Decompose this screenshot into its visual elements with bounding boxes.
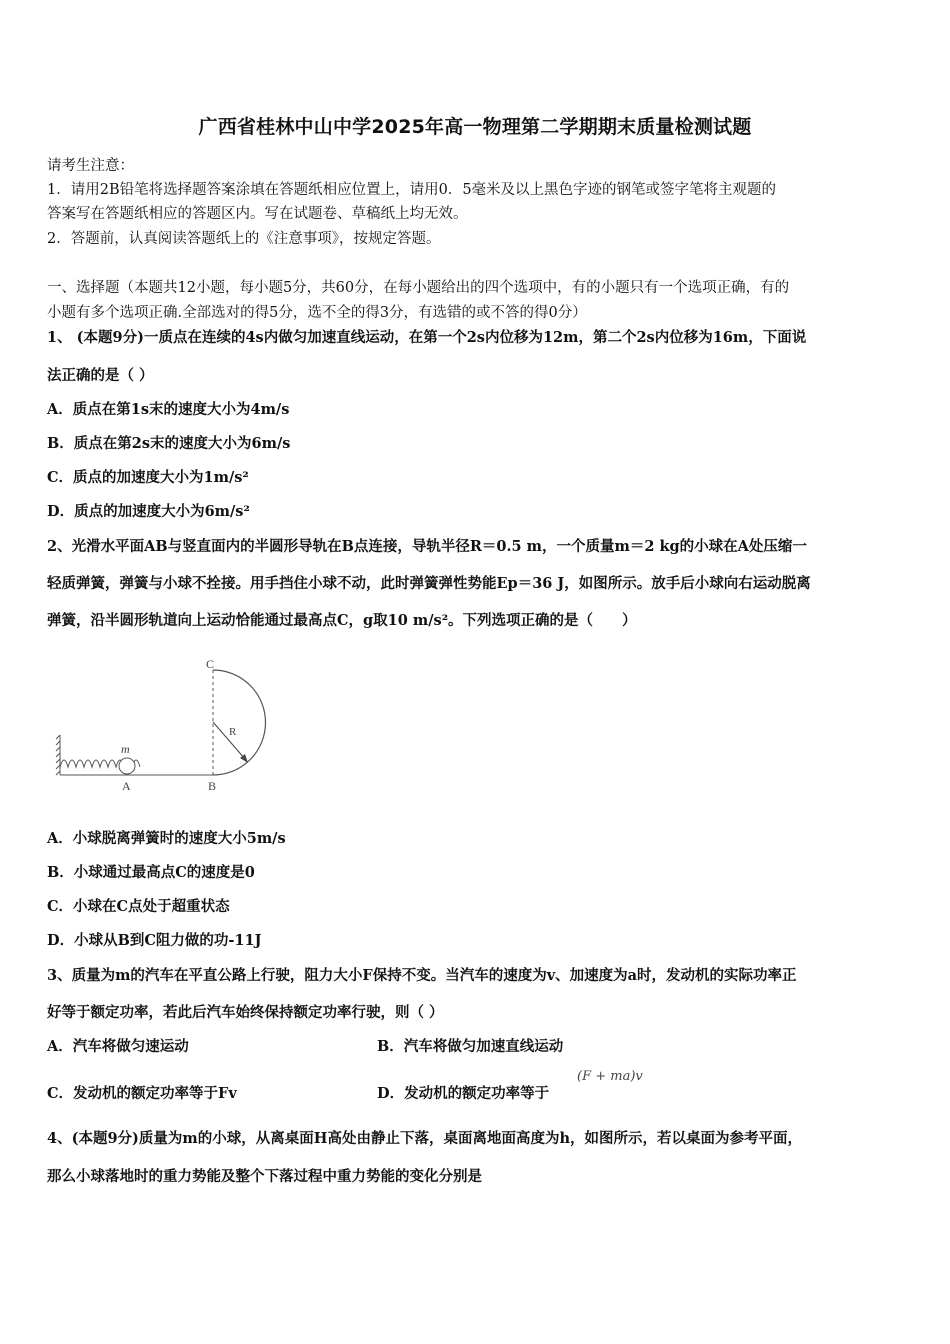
wall (56, 735, 60, 775)
q2-option-b: B．小球通过最高点C的速度是0 (47, 864, 255, 881)
label-c: C (206, 657, 215, 671)
q3-stem-line2: 好等于额定功率，若此后汽车始终保持额定功率行驶，则（ ） (47, 1004, 444, 1021)
q3-option-d-formula: (F + ma)v (577, 1069, 643, 1084)
q1-option-a: A．质点在第1s末的速度大小为4m/s (47, 401, 290, 418)
q1-option-c: C．质点的加速度大小为1m/s² (47, 469, 249, 486)
q3-stem-line1: 3、质量为m的汽车在平直公路上行驶，阻力大小F保持不变。当汽车的速度为v、加速度为a时，发动机的实际功率正 (47, 967, 797, 984)
q2-option-d: D．小球从B到C阻力做的功-11J (47, 932, 262, 949)
notice-item2: 2．答题前，认真阅读答题纸上的《注意事项》，按规定答题。 (47, 231, 441, 247)
q4-stem-line1: 4、(本题9分)质量为m的小球，从离桌面H高处由静止下落，桌面离地面高度为h，如图所示，若以桌面为参考平面， (47, 1130, 802, 1147)
q2-option-c: C．小球在C点处于超重状态 (47, 898, 230, 915)
q1-stem-line1: 1、 (本题9分)一质点在连续的4s内做匀加速直线运动，在第一个2s内位移为12m，第二个2s内位移为16m，下面说 (47, 329, 807, 346)
notice-item1-line2: 答案写在答题纸相应的答题区内。写在试题卷、草稿纸上均无效。 (47, 206, 468, 222)
q4-stem-line2: 那么小球落地时的重力势能及整个下落过程中重力势能的变化分别是 (47, 1168, 482, 1185)
notice-heading: 请考生注意： (47, 158, 134, 174)
q2-figure (50, 655, 290, 800)
label-m: m (121, 742, 130, 756)
page-title: 广西省桂林中山中学2025年高一物理第二学期期末质量检测试题 (198, 116, 752, 138)
label-a: A (122, 779, 131, 793)
q3-option-b: B．汽车将做匀加速直线运动 (377, 1038, 564, 1055)
section1-heading-line2: 小题有多个选项正确.全部选对的得5分，选不全的得3分，有选错的或不答的得0分） (47, 305, 587, 321)
label-b: B (208, 779, 217, 793)
q3-option-c: C．发动机的额定功率等于Fv (47, 1085, 237, 1102)
q2-stem-line1: 2、光滑水平面AB与竖直面内的半圆形导轨在B点连接，导轨半径R＝0.5 m，一个质量m＝2 kg的小球在A处压缩一 (47, 538, 807, 555)
q2-option-a: A．小球脱离弹簧时的速度大小5m/s (47, 830, 286, 847)
q3-option-a: A．汽车将做匀速运动 (47, 1038, 189, 1055)
label-r: R (229, 726, 237, 738)
ball (119, 758, 135, 774)
q1-option-d: D．质点的加速度大小为6m/s² (47, 503, 250, 520)
q1-option-b: B．质点在第2s末的速度大小为6m/s (47, 435, 291, 452)
notice-item1-line1: 1．请用2B铅笔将选择题答案涂填在答题纸相应位置上，请用0．5毫米及以上黑色字迹的钢笔或签字笔将主观题的 (47, 182, 777, 198)
q3-option-d: D．发动机的额定功率等于 (377, 1085, 550, 1102)
semicircle-track (213, 670, 266, 775)
q2-stem-line3: 弹簧，沿半圆形轨道向上运动恰能通过最高点C，g取10 m/s²。下列选项正确的是（ ） (47, 612, 637, 629)
q1-stem-line2: 法正确的是（ ） (47, 367, 154, 384)
section1-heading-line1: 一、选择题（本题共12小题，每小题5分，共60分，在每小题给出的四个选项中，有的小题只有一个选项正确，有的 (47, 280, 790, 296)
q2-stem-line2: 轻质弹簧，弹簧与小球不拴接。用手挡住小球不动，此时弹簧弹性势能Ep＝36 J，如图所示。放手后小球向右运动脱离 (47, 575, 811, 592)
